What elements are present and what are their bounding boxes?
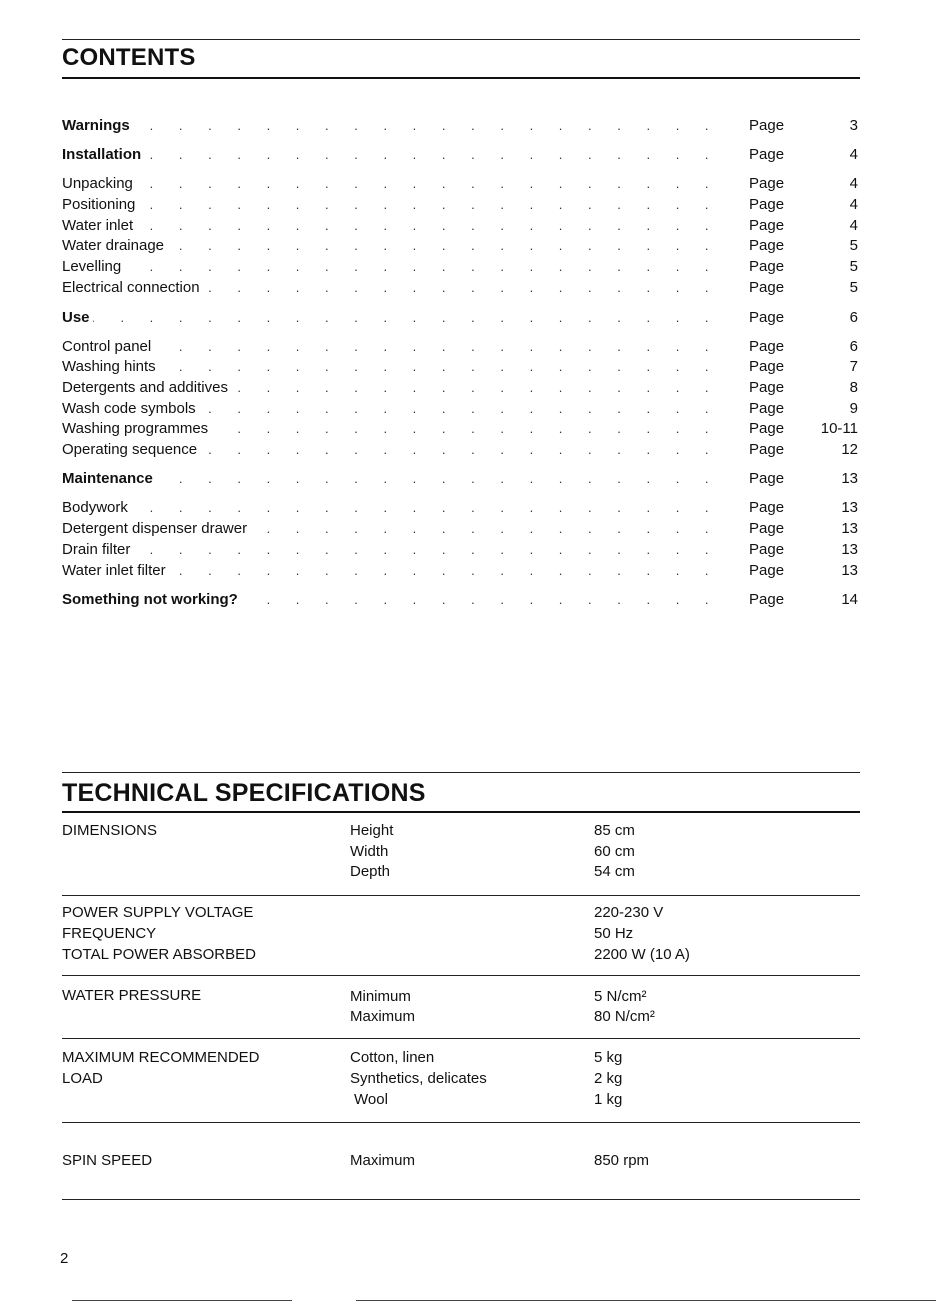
toc-page-word: Page xyxy=(749,400,785,417)
dot-leader xyxy=(62,174,732,194)
toc-entry xyxy=(62,440,860,460)
toc-entry xyxy=(62,308,860,328)
toc-page-word: Page xyxy=(749,358,785,375)
toc-page-word: Page xyxy=(749,338,785,355)
spec-value-height: 85 cm xyxy=(594,822,635,839)
toc-entry xyxy=(62,419,860,439)
contents-bottom-rule xyxy=(62,77,860,79)
toc-entry-label: Positioning xyxy=(62,195,138,215)
toc-entry-label: Something not working? xyxy=(62,590,241,610)
toc-entry-label: Water drainage xyxy=(62,236,167,256)
dot-leader xyxy=(62,145,732,165)
toc-entry-label: Detergents and additives xyxy=(62,378,231,398)
spec-divider xyxy=(62,1038,860,1039)
toc-entry xyxy=(62,561,860,581)
toc-page-number: 4 xyxy=(849,175,858,192)
toc-page-number: 13 xyxy=(841,520,858,537)
toc-page-number: 6 xyxy=(849,309,858,326)
toc-entry-label: Detergent dispenser drawer xyxy=(62,519,250,539)
toc-page-word: Page xyxy=(749,420,785,437)
dot-leader xyxy=(62,195,732,215)
spec-value-pressure-max: 80 N/cm² xyxy=(594,1008,655,1025)
specs-title: TECHNICAL SPECIFICATIONS xyxy=(62,779,426,807)
spec-name-spin-max: Maximum xyxy=(350,1152,416,1169)
spec-name-pressure-min: Minimum xyxy=(350,988,411,1005)
dot-leader xyxy=(62,116,732,136)
toc-page-number: 8 xyxy=(849,379,858,396)
toc-page-number: 4 xyxy=(849,217,858,234)
toc-page-number: 4 xyxy=(849,196,858,213)
toc-page-number: 3 xyxy=(849,117,858,134)
toc-page-number: 5 xyxy=(849,237,858,254)
spec-value-voltage: 220-230 V xyxy=(594,904,664,921)
dot-leader xyxy=(62,337,732,357)
toc-entry-label: Water inlet xyxy=(62,216,136,236)
toc-page-word: Page xyxy=(749,237,785,254)
toc-page-number: 5 xyxy=(849,258,858,275)
dot-leader xyxy=(62,540,732,560)
toc-page-word: Page xyxy=(749,499,785,516)
toc-page-word: Page xyxy=(749,441,785,458)
toc-entry xyxy=(62,216,860,236)
toc-entry-label: Washing programmes xyxy=(62,419,211,439)
toc-page-word: Page xyxy=(749,117,785,134)
toc-entry-label: Unpacking xyxy=(62,174,136,194)
spec-value-power-absorbed: 2200 W (10 A) xyxy=(594,946,690,963)
spec-value-load-wool: 1 kg xyxy=(594,1091,623,1108)
dot-leader xyxy=(62,498,732,518)
toc-entry-label: Warnings xyxy=(62,116,133,136)
toc-entry xyxy=(62,174,860,194)
spec-value-frequency: 50 Hz xyxy=(594,925,634,942)
spec-label-max-load-line2: LOAD xyxy=(62,1070,103,1087)
toc-page-word: Page xyxy=(749,196,785,213)
spec-name-load-cotton: Cotton, linen xyxy=(350,1049,435,1066)
toc-entry xyxy=(62,145,860,165)
spec-label-power-absorbed: TOTAL POWER ABSORBED xyxy=(62,946,256,963)
toc-page-number: 5 xyxy=(849,279,858,296)
toc-page-word: Page xyxy=(749,379,785,396)
spec-name-load-wool: Wool xyxy=(354,1091,388,1108)
footer-line xyxy=(72,1300,292,1301)
spec-value-depth: 54 cm xyxy=(594,863,635,880)
toc-entry xyxy=(62,540,860,560)
toc-entry-label: Installation xyxy=(62,145,144,165)
spec-label-max-load-line1: MAXIMUM RECOMMENDED xyxy=(62,1049,260,1066)
toc-entry-label: Bodywork xyxy=(62,498,131,518)
dot-leader xyxy=(62,216,732,236)
toc-entry-label: Maintenance xyxy=(62,469,156,489)
spec-divider xyxy=(62,1122,860,1123)
toc-entry xyxy=(62,378,860,398)
spec-label-water-pressure: WATER PRESSURE xyxy=(62,987,202,1004)
toc-page-number: 13 xyxy=(841,499,858,516)
spec-name-width: Width xyxy=(350,843,389,860)
toc-entry-label: Drain filter xyxy=(62,540,133,560)
toc-page-word: Page xyxy=(749,309,785,326)
toc-page-number: 13 xyxy=(841,541,858,558)
spec-value-width: 60 cm xyxy=(594,843,635,860)
toc-entry xyxy=(62,590,860,610)
spec-label-dimensions: DIMENSIONS xyxy=(62,822,158,839)
toc-page-word: Page xyxy=(749,541,785,558)
toc-entry xyxy=(62,469,860,489)
toc-page-word: Page xyxy=(749,591,785,608)
toc-page-word: Page xyxy=(749,258,785,275)
toc-page-number: 7 xyxy=(849,358,858,375)
toc-entry xyxy=(62,337,860,357)
spec-name-height: Height xyxy=(350,822,394,839)
spec-name-load-synthetics: Synthetics, delicates xyxy=(350,1070,487,1087)
specs-title-rule xyxy=(62,811,860,813)
dot-leader xyxy=(62,257,732,277)
toc-page-number: 6 xyxy=(849,338,858,355)
spec-divider xyxy=(62,975,860,976)
page-number: 2 xyxy=(60,1250,69,1267)
contents-top-rule xyxy=(62,39,860,40)
toc-entry-label: Control panel xyxy=(62,337,154,357)
spec-divider xyxy=(62,895,860,896)
spec-name-pressure-max: Maximum xyxy=(350,1008,416,1025)
toc-page-word: Page xyxy=(749,175,785,192)
toc-entry xyxy=(62,236,860,256)
toc-page-word: Page xyxy=(749,217,785,234)
toc-page-number: 14 xyxy=(841,591,858,608)
spec-value-load-synthetics: 2 kg xyxy=(594,1070,623,1087)
dot-leader xyxy=(62,469,732,489)
spec-value-spin-max: 850 rpm xyxy=(594,1152,650,1169)
toc-page-number: 13 xyxy=(841,470,858,487)
toc-page-number: 13 xyxy=(841,562,858,579)
toc-entry-label: Washing hints xyxy=(62,357,159,377)
toc-entry-label: Operating sequence xyxy=(62,440,200,460)
toc-entry-label: Water inlet filter xyxy=(62,561,169,581)
toc-entry xyxy=(62,498,860,518)
spec-name-depth: Depth xyxy=(350,863,391,880)
toc-page-word: Page xyxy=(749,146,785,163)
specs-top-rule xyxy=(62,772,860,773)
toc-page-word: Page xyxy=(749,562,785,579)
contents-title: CONTENTS xyxy=(62,44,196,71)
toc-entry xyxy=(62,357,860,377)
spec-value-pressure-min: 5 N/cm² xyxy=(594,988,647,1005)
spec-label-voltage: POWER SUPPLY VOLTAGE xyxy=(62,904,254,921)
toc-entry xyxy=(62,257,860,277)
toc-entry xyxy=(62,278,860,298)
toc-page-number: 9 xyxy=(849,400,858,417)
toc-entry xyxy=(62,399,860,419)
toc-page-number: 4 xyxy=(849,146,858,163)
toc-entry-label: Levelling xyxy=(62,257,124,277)
toc-page-word: Page xyxy=(749,279,785,296)
toc-entry xyxy=(62,519,860,539)
spec-label-spin-speed: SPIN SPEED xyxy=(62,1152,153,1169)
footer-line xyxy=(356,1300,936,1301)
toc-page-number: 12 xyxy=(841,441,858,458)
spec-value-load-cotton: 5 kg xyxy=(594,1049,623,1066)
toc-page-word: Page xyxy=(749,470,785,487)
toc-page-word: Page xyxy=(749,520,785,537)
dot-leader xyxy=(62,357,732,377)
toc-entry-label: Electrical connection xyxy=(62,278,203,298)
spec-divider xyxy=(62,1199,860,1200)
dot-leader xyxy=(62,308,732,328)
toc-entry-label: Wash code symbols xyxy=(62,399,199,419)
toc-page-number: 10-11 xyxy=(820,420,858,437)
spec-label-frequency: FREQUENCY xyxy=(62,925,157,942)
toc-entry-label: Use xyxy=(62,308,93,328)
toc-entry xyxy=(62,195,860,215)
toc-entry xyxy=(62,116,860,136)
